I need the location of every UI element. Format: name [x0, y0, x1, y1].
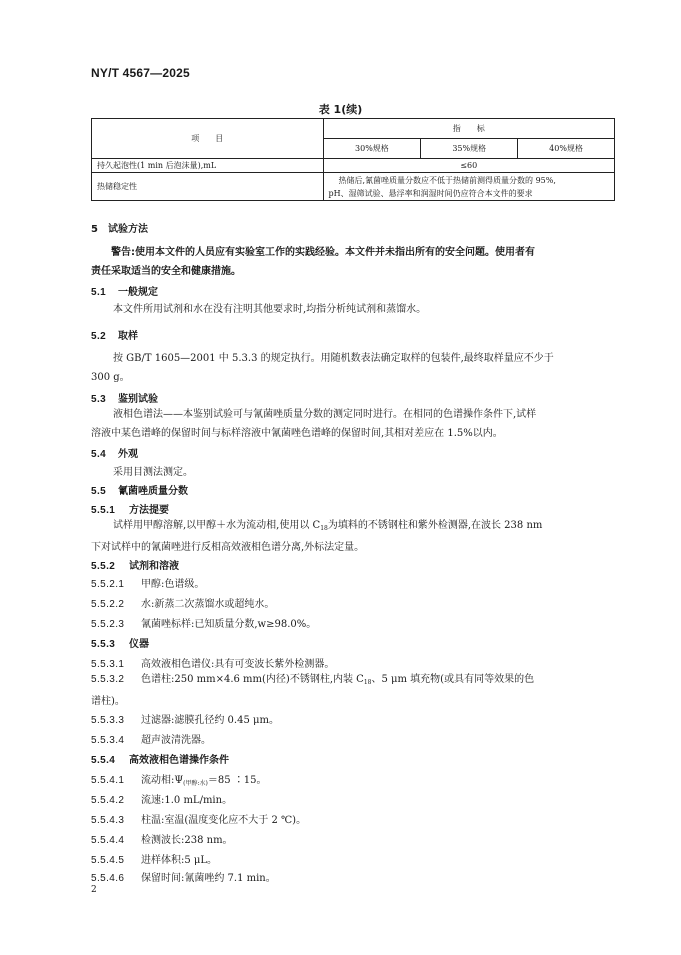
table-header-index: 指 标: [323, 119, 615, 139]
clause-item: 5.5.4.2 流速:1.0 mL/min。: [91, 795, 233, 806]
clause-text: 试样用甲醇溶解,以甲醇＋水为流动相,使用以 $C_{18}$为填料的不锈钢柱和紫外检测器,在波长 238 nm 下对试样中的氰菌唑进行反相高效液相色谱分离,外标法定量。: [91, 520, 543, 553]
clause-item: 5.5.4.1 流动相$:\Psi_{(甲醇:水)}=85$ ∶15。: [91, 775, 267, 787]
table-cell-line: 热储后,氰菌唑质量分数应不低于热储前测得质量分数的 95%,: [338, 175, 556, 185]
clause-item: 5.5.2.3 氰菌唑标样:已知质量分数,w≥98.0%。: [91, 619, 317, 630]
clause-item: 5.5.3.2 色谱柱:250 mm×4.6 mm(内径)不锈钢柱,内装 $C_{18}$、5 μm 填充物(或具有同等效果的色 谱柱)。: [91, 674, 535, 707]
table-cell-value: [323, 173, 615, 201]
warning-line: 警告:使用本文件的人员应有实验室工作的实践经验。本文件并未指出所有的安全问题。使用者有: [111, 247, 535, 258]
clause-item: 5.5.4.6 保留时间:氰菌唑约 7.1 min。: [91, 873, 276, 884]
section-heading: 5 试验方法: [91, 224, 148, 235]
clause-text: 按 GB/T 1605—2001 中 5.3.3 的规定执行。用随机数表法确定取样的包装件,最终取样量应不少于 300 g。: [91, 353, 554, 383]
clause-heading: 5.4 外观: [91, 449, 138, 460]
clause-heading: 5.3 鉴别试验: [91, 394, 158, 405]
table-cell-item: 持久起泡性(1 min 后泡沫量),mL: [92, 159, 324, 173]
clause-heading: 5.5.3 仪器: [91, 639, 149, 650]
table-cell-line: pH、湿筛试验、悬浮率和润湿时间仍应符合本文件的要求: [328, 188, 533, 198]
clause-heading: 5.2 取样: [91, 331, 138, 342]
table-title: 表 1(续): [318, 103, 363, 116]
table-subheader: 30%规格: [323, 139, 421, 159]
clause-text: 液相色谱法——本鉴别试验可与氰菌唑质量分数的测定同时进行。在相同的色谱操作条件下,试样 溶液中某色谱峰的保留时间与标样溶液中氰菌唑色谱峰的保留时间,其相对差应在 1.5%以内。: [91, 409, 537, 439]
table-subheader: 35%规格: [421, 139, 518, 159]
clause-item: 5.5.3.1 高效液相色谱仪:具有可变波长紫外检测器。: [91, 659, 335, 670]
table-subheader: 40%规格: [518, 139, 615, 159]
warning-line: 责任采取适当的安全和健康措施。: [91, 266, 241, 277]
spec-table: [91, 118, 615, 201]
clause-heading: 5.5 氰菌唑质量分数: [91, 486, 188, 497]
standard-code: NY/T 4567—2025: [91, 66, 190, 80]
clause-item: 5.5.3.4 超声波清洗器。: [91, 735, 211, 746]
clause-text: 采用目测法测定。: [113, 467, 193, 478]
clause-heading: 5.5.1 方法提要: [91, 505, 169, 516]
page-number: 2: [91, 885, 97, 895]
clause-heading: 5.5.4 高效液相色谱操作条件: [91, 755, 229, 766]
clause-item: 5.5.4.4 检测波长:238 nm。: [91, 835, 233, 846]
table-cell-item: 热储稳定性: [92, 173, 324, 201]
table-header-item: 项 目: [92, 119, 324, 159]
clause-heading: 5.1 一般规定: [91, 287, 158, 298]
table-cell-value: ≤60: [323, 159, 615, 173]
clause-text: 本文件所用试剂和水在没有注明其他要求时,均指分析纯试剂和蒸馏水。: [113, 304, 427, 315]
clause-item: 5.5.2.2 水:新蒸二次蒸馏水或超纯水。: [91, 599, 275, 610]
warning-text: [91, 243, 616, 281]
clause-item: 5.5.2.1 甲醇:色谱级。: [91, 579, 205, 590]
clause-heading: 5.5.2 试剂和溶液: [91, 561, 179, 572]
clause-item: 5.5.4.5 进样体积:5 μL。: [91, 855, 218, 866]
clause-item: 5.5.4.3 柱温:室温(温度变化应不大于 2 ℃)。: [91, 815, 307, 826]
clause-item: 5.5.3.3 过滤器:滤膜孔径约 0.45 μm。: [91, 715, 279, 726]
